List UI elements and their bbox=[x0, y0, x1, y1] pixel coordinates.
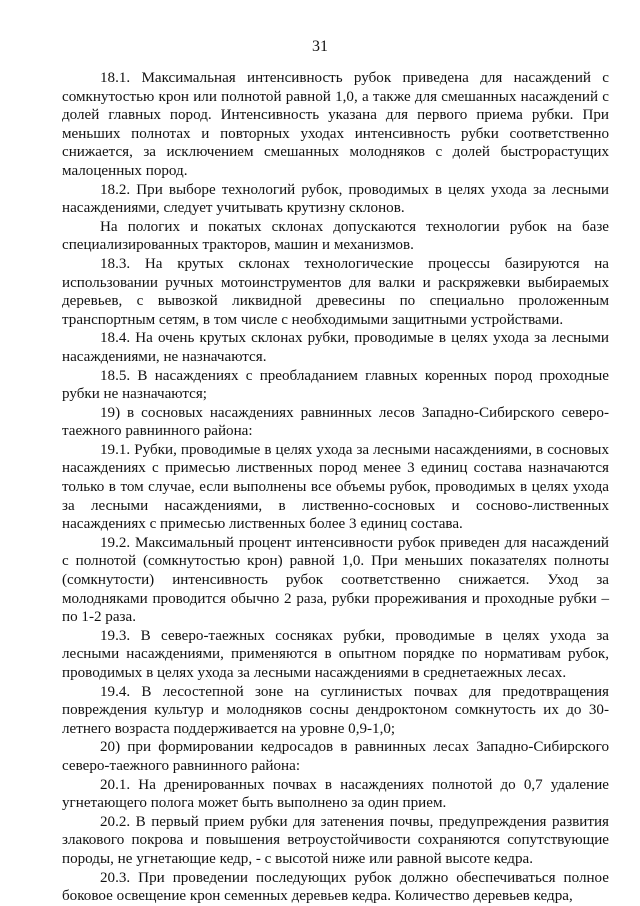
paragraph-gentle-slopes: На пологих и покатых склонах допускаются технологии рубок на базе специализированных тракторов, машин и механизмов. bbox=[62, 218, 609, 254]
paragraph-18-3: 18.3. На крутых склонах технологические процессы базируются на использовании ручных мотоинструментов для валки и раскряжевки выбираемых деревьев, с вывозкой ликвидной древесины по специально проложенным транспортным сетям, в том числе с необходимыми защитными устройствами. bbox=[62, 255, 609, 328]
paragraph-20-2: 20.2. В первый прием рубки для затенения почвы, предупреждения развития злакового покрова и повышения ветроустойчивости сохраняются сопутствующие породы, не угнетающие кедр, - с высотой ниже или равной высоте кедра. bbox=[62, 813, 609, 867]
paragraph-20-1: 20.1. На дренированных почвах в насаждениях полнотой до 0,7 удаление угнетающего полога может быть выполнено за один прием. bbox=[62, 776, 609, 812]
paragraph-18-4: 18.4. На очень крутых склонах рубки, проводимые в целях ухода за лесными насаждениями, не назначаются. bbox=[62, 330, 609, 365]
page-number: 31 bbox=[312, 38, 328, 55]
document-body bbox=[62, 69, 609, 906]
paragraph-18-5: 18.5. В насаждениях с преобладанием главных коренных пород проходные рубки не назначаются; bbox=[62, 367, 609, 403]
paragraph-18-2: 18.2. При выборе технологий рубок, проводимых в целях ухода за лесными насаждениями, следует учитывать крутизну склонов. bbox=[62, 181, 609, 217]
paragraph-20-3: 20.3. При проведении последующих рубок должно обеспечиваться полное боковое освещение крон семенных деревьев кедра. Количество деревьев кедра, bbox=[62, 869, 609, 905]
paragraph-19-4: 19.4. В лесостепной зоне на суглинистых почвах для предотвращения повреждения культур и молодняков сосны дендроктоном сомкнутость их до 30-летнего возраста поддерживается на уровне 0,9-1,0; bbox=[62, 683, 609, 737]
paragraph-19-1: 19.1. Рубки, проводимые в целях ухода за лесными насаждениями, в сосновых насаждениях с примесью лиственных пород менее 3 единиц состава назначаются только в том случае, если выполнены все объемы рубок, проводимых в целях ухода за лесными насаждениями, в лиственно-сосновых и сосново-лиственных насаждениях с примесью лиственных более 3 единиц состава. bbox=[62, 441, 609, 533]
paragraph-18-1: 18.1. Максимальная интенсивность рубок приведена для насаждений с сомкнутостью крон или полнотой равной 1,0, а также для смешанных насаждений с долей главных пород. Интенсивность указана для первого приема рубки. При меньших полнотах и повторных уходах интенсивность рубки соответственно снижается, за исключением смешанных молодняков с долей быстрорастущих малоценных пород. bbox=[62, 70, 609, 179]
paragraph-19: 19) в сосновых насаждениях равнинных лесов Западно-Сибирского северо-таежного равнинного района: bbox=[62, 404, 609, 440]
paragraph-20: 20) при формировании кедросадов в равнинных лесах Западно-Сибирского северо-таежного равнинного района: bbox=[62, 739, 609, 774]
paragraph-19-2: 19.2. Максимальный процент интенсивности рубок приведен для насаждений с полнотой (сомкнутостью крон) равной 1,0. При меньших показателях полноты (сомкнутости) интенсивность рубок соответственно снижается. Уход за молодняками проводится обычно 2 раза, рубки прореживания и проходные рубки – по 1-2 раза. bbox=[62, 534, 609, 626]
paragraph-19-3: 19.3. В северо-таежных сосняках рубки, проводимые в целях ухода за лесными насаждениями, применяются в опытном порядке по нормативам рубок, проводимых в целях ухода за лесными насаждениями в среднетаежных лесах. bbox=[62, 627, 609, 681]
